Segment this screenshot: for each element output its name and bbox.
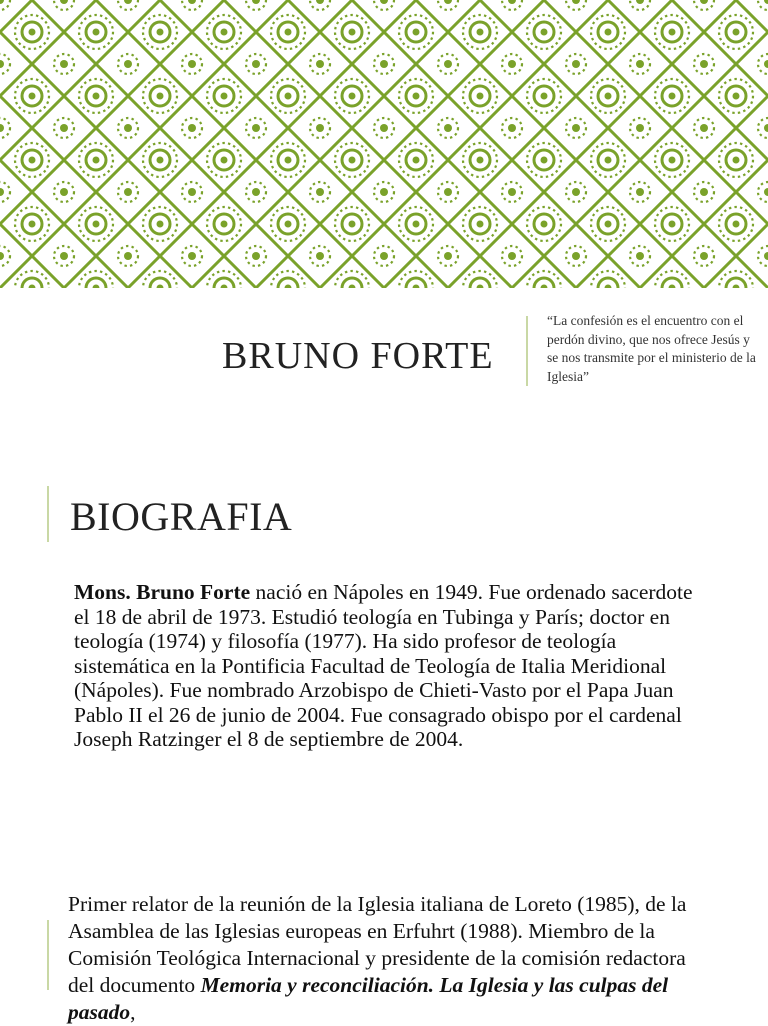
page-title: BRUNO FORTE bbox=[222, 335, 494, 377]
document-title: Memoria y reconciliación. La Iglesia y las culpas del pasado bbox=[68, 973, 669, 1024]
bold-name: Mons. Bruno Forte bbox=[74, 580, 251, 604]
biography-paragraph bbox=[74, 580, 694, 752]
activities-paragraph bbox=[68, 891, 716, 1026]
accent-bar bbox=[526, 316, 528, 386]
green-circle-lattice-pattern bbox=[0, 0, 768, 288]
accent-bar bbox=[47, 920, 49, 990]
activities-text: Primer relator de la reunión de la Iglesia italiana de Loreto (1985), de la Asamblea de las Iglesias europeas en Erfuhrt (1988). Miembro de la Comisión Teológica Internacional y presidente de la comisión redactora del documento bbox=[68, 892, 687, 997]
pattern-svg bbox=[0, 0, 768, 288]
section-heading: BIOGRAFIA bbox=[70, 494, 293, 539]
biography-text: nació en Nápoles en 1949. Fue ordenado sacerdote el 18 de abril de 1973. Estudió teología en Tubinga y París; doctor en teología (1974) y filosofía (1977). Ha sido profesor de teología sistemática en la Pontificia Facultad de Teología de Italia Meridional (Nápoles). Fue nombrado Arzobispo de Chieti-Vasto por el Papa Juan Pablo II el 26 de junio de 2004. Fue consagrado obispo por el cardenal Joseph Ratzinger el 8 de septiembre de 2004. bbox=[74, 580, 693, 751]
trailing-punct: , bbox=[130, 1000, 136, 1024]
accent-bar bbox=[47, 486, 49, 542]
quote-text: “La confesión es el encuentro con el perdón divino, que nos ofrece Jesús y se nos transmite por el ministerio de la Iglesia” bbox=[547, 313, 756, 384]
